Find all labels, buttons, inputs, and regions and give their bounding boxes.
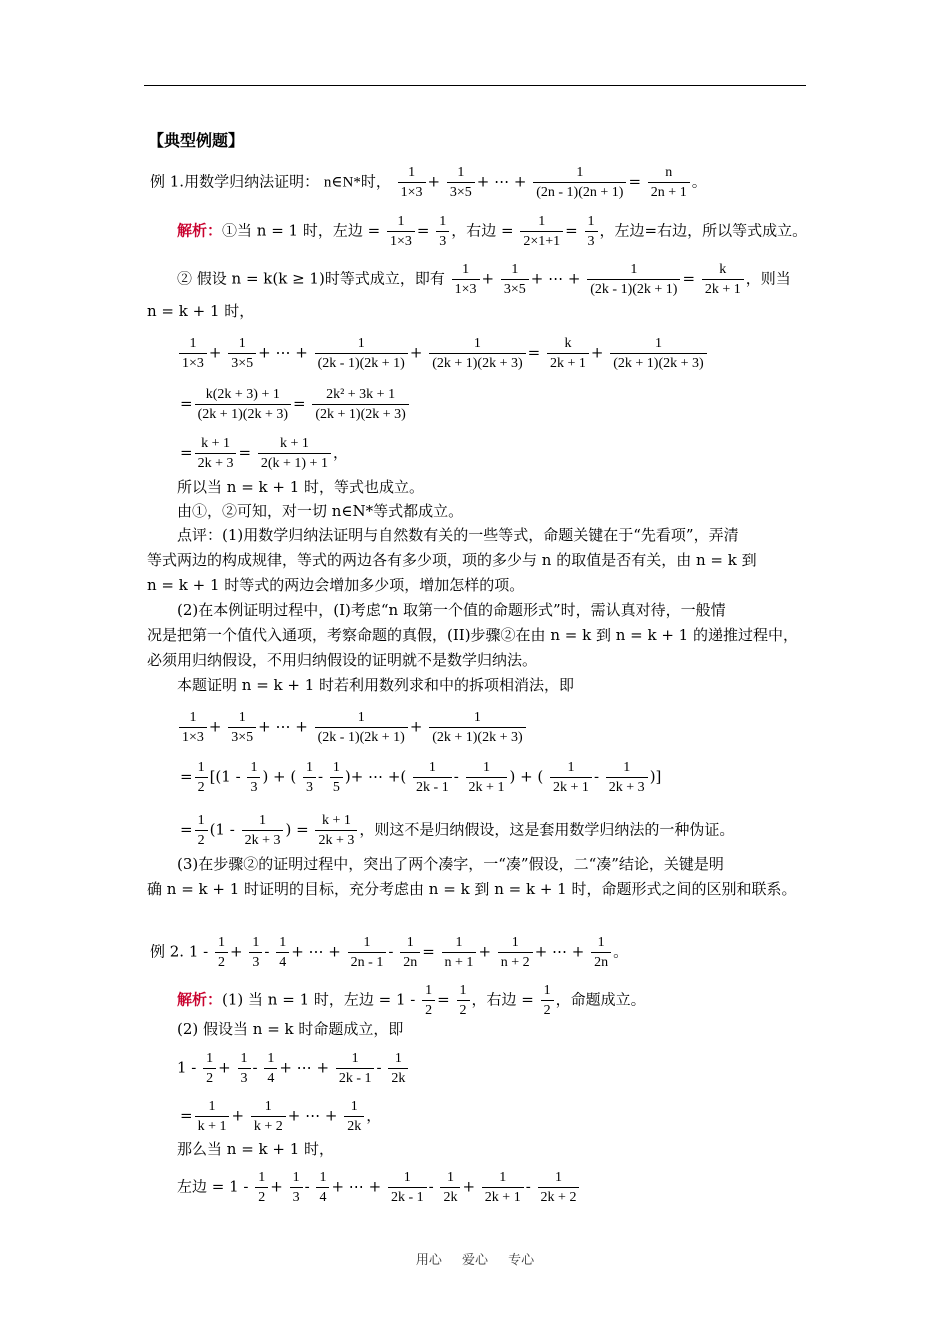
fraction: $\frac{1}{4}$ [276, 933, 289, 972]
fraction: $\frac{1}{3}$ [249, 933, 262, 972]
solution-label: 解析： [177, 221, 223, 240]
fraction: $\frac{1}{2k + 1}$ [482, 1168, 524, 1207]
fraction: $\frac{1}{2}$ [255, 1168, 268, 1207]
solution-2-step-1: 解析：(1) 当 n = 1 时，左边 = 1 - $\frac{1}{2}$ = $\frac{1}{2}$ ，右边 = $\frac{1}{2}$ ，命题成立。 [177, 983, 646, 1018]
fraction: $\frac{1}{2}$ [541, 981, 554, 1020]
fraction: $\frac{1}{2k + 2}$ [538, 1168, 580, 1207]
fraction: $\frac{1}{3}$ [585, 212, 598, 251]
fraction: $\frac{1}{1\times 3}$ [387, 212, 415, 251]
fraction: $\frac{1}{2\times 1+1}$ [520, 212, 563, 251]
fraction: $\frac{1}{(2k + 1)(2k + 3)}$ [429, 708, 525, 747]
sol2-row-3: 左边 = 1 - $\frac{1}{2}$ + $\frac{1}{3}$ - $\frac{1}{4}$ + ⋯ + $\frac{1}{2k - 1}$ - $\frac{1}{2k}$ + $\frac{1}{2k + 1}$ - $\frac{1}{2k + 2}$ [177, 1168, 581, 1207]
fraction: $\frac{1}{3}$ [290, 1168, 303, 1207]
fraction: $\frac{1}{(2k - 1)(2k + 1)}$ [315, 708, 408, 747]
solution-2-step-2: (2) 假设当 n = k 时命题成立，即 [177, 1020, 404, 1038]
telescoping-row-2: = $\frac{1}{2}$ [(1 - $\frac{1}{3}$ ) + ( $\frac{1}{3}$ - $\frac{1}{5}$ )+ ⋯ +( $\frac{1}{2k - 1}$ - $\frac{1}{2k + 1}$ ) + ( $\frac{1}{2k + 1}$ - $\frac{1}{2k + 3}$ )] [180, 760, 662, 795]
solution-1-step-1: 解析：①当 n = 1 时，左边 = $\frac{1}{1\times 3}$ = $\frac{1}{3}$ ，右边 = $\frac{1}{2\times 1+1}$ = $\frac{1}{3}$ ，左边=右边，所以等式成立。 [177, 214, 808, 249]
fraction: $\frac{1}{2k - 1}$ [413, 758, 452, 797]
solution-1-step-2: ② 假设 n = k(k ≥ 1)时等式成立，即有 $\frac{1}{1\times 3}$ + $\frac{1}{3\times 5}$ + ⋯ + $\frac{1}{(2k - 1)(2k + 1)}$ = $\frac{k}{2k + 1}$ ，则当 [177, 262, 791, 297]
comment-line: 本题证明 n = k + 1 时若利用数列求和中的拆项相消法，即 [177, 676, 575, 694]
fraction: $\frac{1}{3\times 5}$ [447, 163, 475, 202]
comment-line: (3)在步骤②的证明过程中，突出了两个凑字，一“凑”假设，二“凑”结论，关键是明 [177, 855, 724, 873]
example-2-statement: 例 2. 1 - $\frac{1}{2}$ + $\frac{1}{3}$ - $\frac{1}{4}$ + ⋯ + $\frac{1}{2n - 1}$ - $\frac{1}{2n}$ = $\frac{1}{n + 1}$ + $\frac{1}{n + 2}$ + ⋯ + $\frac{1}{2n}$ 。 [150, 935, 629, 970]
fraction: $\frac{1}{(2k - 1)(2k + 1)}$ [587, 260, 680, 299]
fraction: $\frac{1}{4}$ [316, 1168, 329, 1207]
fraction: $\frac{1}{2n}$ [400, 933, 420, 972]
fraction: $\frac{1}{2}$ [457, 981, 470, 1020]
fraction: $\frac{k + 1}{2(k + 1) + 1}$ [258, 434, 331, 473]
footer-item: 用心 [415, 1253, 442, 1268]
comment-line: 点评：(1)用数学归纳法证明与自然数有关的一些等式，命题关键在于“先看项”，弄清 [177, 526, 739, 544]
conclusion-2: 由①，②可知，对一切 n∈N*等式都成立。 [177, 502, 464, 520]
fraction: $\frac{1}{2k - 1}$ [336, 1049, 375, 1088]
example-1-statement: 例 1.用数学归纳法证明： n∈N*时， $\frac{1}{1\times 3}$ + $\frac{1}{3\times 5}$ + ⋯ + $\frac{1}{(2n - 1)(2n + 1)}$ = $\frac{n}{2n + 1}$ 。 [150, 165, 707, 200]
fraction: $\frac{1}{k + 1}$ [195, 1097, 230, 1136]
solution-label: 解析： [177, 990, 223, 1009]
fraction: $\frac{1}{2}$ [195, 758, 208, 797]
telescoping-row-3: = $\frac{1}{2}$ (1 - $\frac{1}{2k + 3}$ ) = $\frac{k + 1}{2k + 3}$ ，则这不是归纳假设，这是套用数学归纳法的一种伪证。 [180, 813, 735, 848]
sol2-row-1: 1 - $\frac{1}{2}$ + $\frac{1}{3}$ - $\frac{1}{4}$ + ⋯ + $\frac{1}{2k - 1}$ - $\frac{1}{2k}$ [177, 1049, 410, 1088]
conclusion-1: 所以当 n = k + 1 时，等式也成立。 [177, 478, 425, 496]
fraction: $\frac{k}{2k + 1}$ [702, 260, 744, 299]
fraction: $\frac{1}{(2k - 1)(2k + 1)}$ [315, 334, 408, 373]
equation-row-3: = $\frac{k + 1}{2k + 3}$ = $\frac{k + 1}{2(k + 1) + 1}$ ， [180, 436, 348, 471]
fraction: $\frac{1}{(2k + 1)(2k + 3)}$ [429, 334, 525, 373]
comment-line: n = k + 1 时等式的两边会增加多少项，增加怎样的项。 [147, 576, 525, 594]
fraction: $\frac{1}{k + 2}$ [251, 1097, 286, 1136]
solution-1-next: n = k + 1 时， [147, 302, 255, 320]
fraction: $\frac{1}{2k + 3}$ [242, 811, 284, 850]
fraction: $\frac{1}{n + 1}$ [442, 933, 477, 972]
fraction: $\frac{n}{2n + 1}$ [648, 163, 690, 202]
fraction: $\frac{1}{2k + 3}$ [606, 758, 648, 797]
comment-line: 等式两边的构成规律，等式的两边各有多少项，项的多少与 n 的取值是否有关，由 n = k 到 [147, 551, 757, 569]
fraction: $\frac{1}{3\times 5}$ [501, 260, 529, 299]
fraction: $\frac{1}{2}$ [422, 981, 435, 1020]
fraction: $\frac{1}{2k - 1}$ [388, 1168, 427, 1207]
fraction: $\frac{1}{2}$ [203, 1049, 216, 1088]
fraction: $\frac{1}{2k}$ [440, 1168, 460, 1207]
fraction: $\frac{1}{(2n - 1)(2n + 1)}$ [533, 163, 626, 202]
fraction: $\frac{1}{3\times 5}$ [228, 334, 256, 373]
fraction: $\frac{1}{2k + 1}$ [466, 758, 508, 797]
sol2-row-2: = $\frac{1}{k + 1}$ + $\frac{1}{k + 2}$ + ⋯ + $\frac{1}{2k}$ ， [180, 1099, 382, 1134]
fraction: $\frac{1}{1\times 3}$ [179, 334, 207, 373]
fraction: $\frac{1}{3}$ [238, 1049, 251, 1088]
fraction: $\frac{1}{2k + 1}$ [550, 758, 592, 797]
telescoping-row-1: $\frac{1}{1\times 3}$ + $\frac{1}{3\times 5}$ + ⋯ + $\frac{1}{(2k - 1)(2k + 1)}$ + $\frac{1}{(2k + 1)(2k + 3)}$ [177, 708, 528, 747]
fraction: $\frac{k(2k + 3) + 1}{(2k + 1)(2k + 3)}$ [195, 385, 291, 424]
fraction: $\frac{1}{3}$ [303, 758, 316, 797]
comment-line: 必须用归纳假设，不用归纳假设的证明就不是数学归纳法。 [147, 651, 538, 669]
comment-line: 确 n = k + 1 时证明的目标，充分考虑由 n = k 到 n = k + 1 时，命题形式之间的区别和联系。 [147, 880, 797, 898]
fraction: $\frac{1}{2k}$ [388, 1049, 408, 1088]
fraction: $\frac{1}{2}$ [195, 811, 208, 850]
comment-line: 况是把第一个值代入通项，考察命题的真假，(II)步骤②在由 n = k 到 n = k + 1 的递推过程中， [147, 626, 798, 644]
fraction: $\frac{1}{(2k + 1)(2k + 3)}$ [610, 334, 706, 373]
fraction: $\frac{1}{2}$ [215, 933, 228, 972]
section-title: 【典型例题】 [148, 131, 245, 150]
equation-row-1: $\frac{1}{1\times 3}$ + $\frac{1}{3\times 5}$ + ⋯ + $\frac{1}{(2k - 1)(2k + 1)}$ + $\frac{1}{(2k + 1)(2k + 3)}$ = $\frac{k}{2k + 1}$ + $\frac{1}{(2k + 1)(2k + 3)}$ [177, 334, 709, 373]
sol2-then: 那么当 n = k + 1 时， [177, 1140, 335, 1158]
footer-item: 爱心 [461, 1253, 488, 1268]
fraction: $\frac{1}{2k}$ [344, 1097, 364, 1136]
fraction: $\frac{1}{4}$ [264, 1049, 277, 1088]
fraction: $\frac{1}{1\times 3}$ [398, 163, 426, 202]
fraction: $\frac{k + 1}{2k + 3}$ [195, 434, 237, 473]
fraction: $\frac{1}{2n}$ [591, 933, 611, 972]
fraction: $\frac{1}{1\times 3}$ [179, 708, 207, 747]
fraction: $\frac{k}{2k + 1}$ [547, 334, 589, 373]
equation-row-2: = $\frac{k(2k + 3) + 1}{(2k + 1)(2k + 3)}$ = $\frac{\text{2k² + 3k + 1}}{(2k + 1)(2k + 3)}$ [180, 385, 411, 424]
fraction: $\frac{\text{2k² + 3k + 1}}{(2k + 1)(2k + 3)}$ [312, 385, 408, 424]
page-footer [0, 1249, 950, 1268]
fraction: $\frac{1}{3}$ [247, 758, 260, 797]
fraction: $\frac{1}{1\times 3}$ [452, 260, 480, 299]
fraction: $\frac{1}{3\times 5}$ [228, 708, 256, 747]
header-rule [144, 85, 806, 86]
comment-line: (2)在本例证明过程中，(I)考虑“n 取第一个值的命题形式”时，需认真对待，一般情 [177, 601, 726, 619]
footer-item: 专心 [508, 1253, 535, 1268]
fraction: $\frac{1}{5}$ [330, 758, 343, 797]
fraction: $\frac{1}{n + 2}$ [498, 933, 533, 972]
fraction: $\frac{k + 1}{2k + 3}$ [315, 811, 357, 850]
fraction: $\frac{1}{2n - 1}$ [348, 933, 387, 972]
fraction: $\frac{1}{3}$ [436, 212, 449, 251]
